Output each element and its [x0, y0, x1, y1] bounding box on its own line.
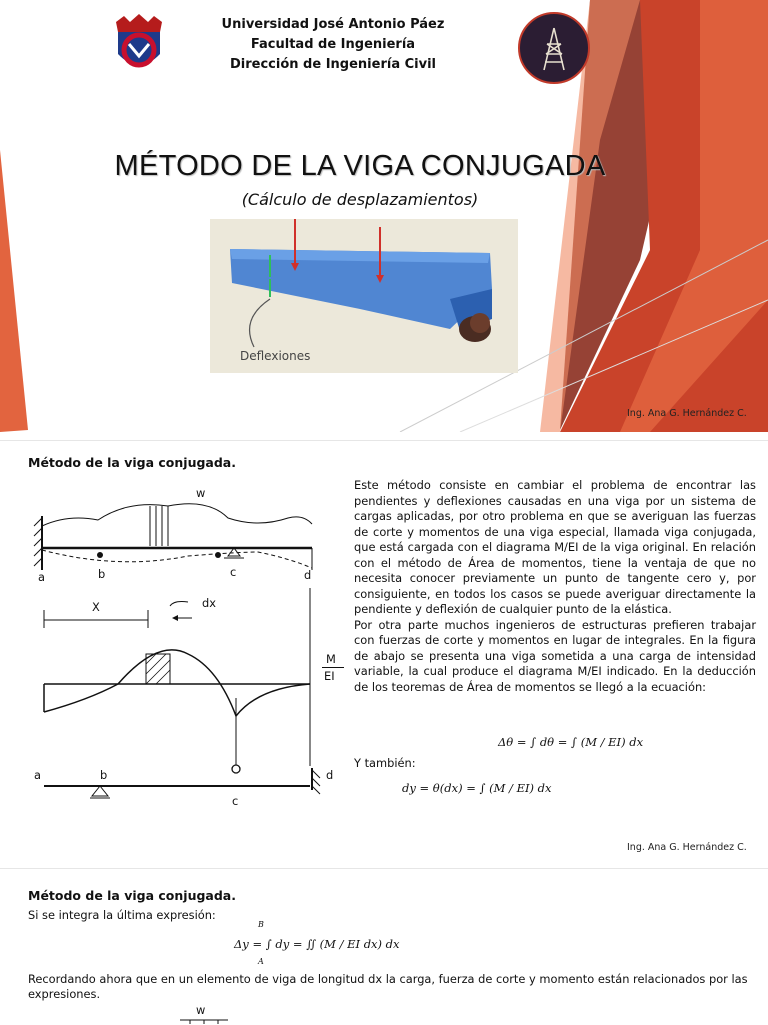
label-d: d — [304, 568, 312, 582]
load-element-sketch — [178, 1016, 230, 1024]
mei-diagram-curve — [44, 650, 310, 716]
slide3-load-label: w — [196, 1003, 206, 1017]
label-a: a — [38, 570, 45, 584]
label-x: X — [92, 600, 100, 614]
pin-support-b — [92, 786, 108, 796]
university-crest-logo — [112, 14, 166, 76]
point-b-marker — [97, 552, 103, 558]
slide2-author: Ing. Ana G. Hernández C. — [627, 842, 747, 853]
slide3-intro: Si se integra la última expresión: — [28, 908, 216, 922]
conjugate-beam-diagram — [28, 478, 354, 818]
label-ei: EI — [324, 669, 335, 683]
elastic-curve — [42, 550, 312, 568]
point-c-marker — [215, 552, 221, 558]
slide2-heading: Método de la viga conjugada. — [28, 455, 236, 470]
equation-dy: dy = θ(dx) = ∫ (M / EI) dx — [402, 781, 552, 795]
slide2-body — [354, 478, 756, 695]
hinge-c — [232, 765, 240, 773]
tower-icon — [520, 14, 588, 82]
label-dx: dx — [202, 596, 216, 610]
label-c: c — [230, 565, 237, 579]
title-slide — [0, 0, 768, 432]
label-a2: a — [34, 768, 41, 782]
label-b: b — [98, 567, 106, 581]
faculty-name: Facultad de Ingeniería — [250, 37, 416, 52]
photo-label: Deflexiones — [240, 349, 311, 363]
slide1-author: Ing. Ana G. Hernández C. — [627, 408, 747, 419]
integral-lower-limit: A — [258, 957, 264, 966]
deflection-photo — [210, 219, 518, 373]
label-b2: b — [100, 768, 108, 782]
equation-delta-y: Δy = ∫ dy = ∬ (M / EI dx) dx — [234, 937, 400, 951]
also-label: Y también: — [354, 756, 416, 770]
label-m: M — [326, 652, 336, 666]
distributed-load-curve — [42, 504, 312, 526]
slide-subtitle: (Cálculo de desplazamientos) — [241, 190, 479, 209]
mei-hatched-strip — [146, 654, 170, 684]
label-load-w: w — [196, 486, 206, 500]
equation-delta-theta: Δθ = ∫ dθ = ∫ (M / EI) dx — [498, 735, 644, 749]
paragraph-1: Este método consiste en cambiar el problema de encontrar las pendientes y deflexiones causadas en una viga por un sistema de cargas aplicadas, por otro problema en que se averiguan las fuerzas de corte y momentos de una viga especial, llamada viga conjugada, que está cargada con el diagrama M/EI de la viga original. En relación con el método de Área de momentos, tiene la ventaja de que no necesita conocer previamente un punto de tangente cero y, por consiguiente, en todos los casos se puede averiguar directamente la pendiente y deflexión de cualquier punto de la elástica. — [354, 478, 756, 616]
slide-title: MÉTODO DE LA VIGA CONJUGADA — [114, 150, 606, 182]
fraction-bar — [322, 667, 344, 668]
label-c2: c — [232, 794, 239, 808]
integral-upper-limit: B — [258, 920, 264, 929]
department-name: Dirección de Ingeniería Civil — [230, 57, 436, 72]
slide3-recall: Recordando ahora que en un elemento de viga de longitud dx la carga, fuerza de corte y momento están relacionados por las expresiones. — [28, 972, 748, 1001]
slide3-heading: Método de la viga conjugada. — [28, 888, 236, 903]
label-d2: d — [326, 768, 334, 782]
faculty-seal-logo — [518, 12, 590, 84]
paragraph-2: Por otra parte muchos ingenieros de estructuras prefieren trabajar con fuerzas de corte y momentos en lugar de integrales. En la figura de abajo se presenta una viga sometida a una carga de intensidad variable, la cual produce el diagrama M/EI indicado. En la deducción de los teoremas de Área de momentos se llegó a la ecuación: — [354, 617, 756, 694]
institution-block — [208, 15, 458, 75]
university-name: Universidad José Antonio Páez — [221, 17, 445, 32]
